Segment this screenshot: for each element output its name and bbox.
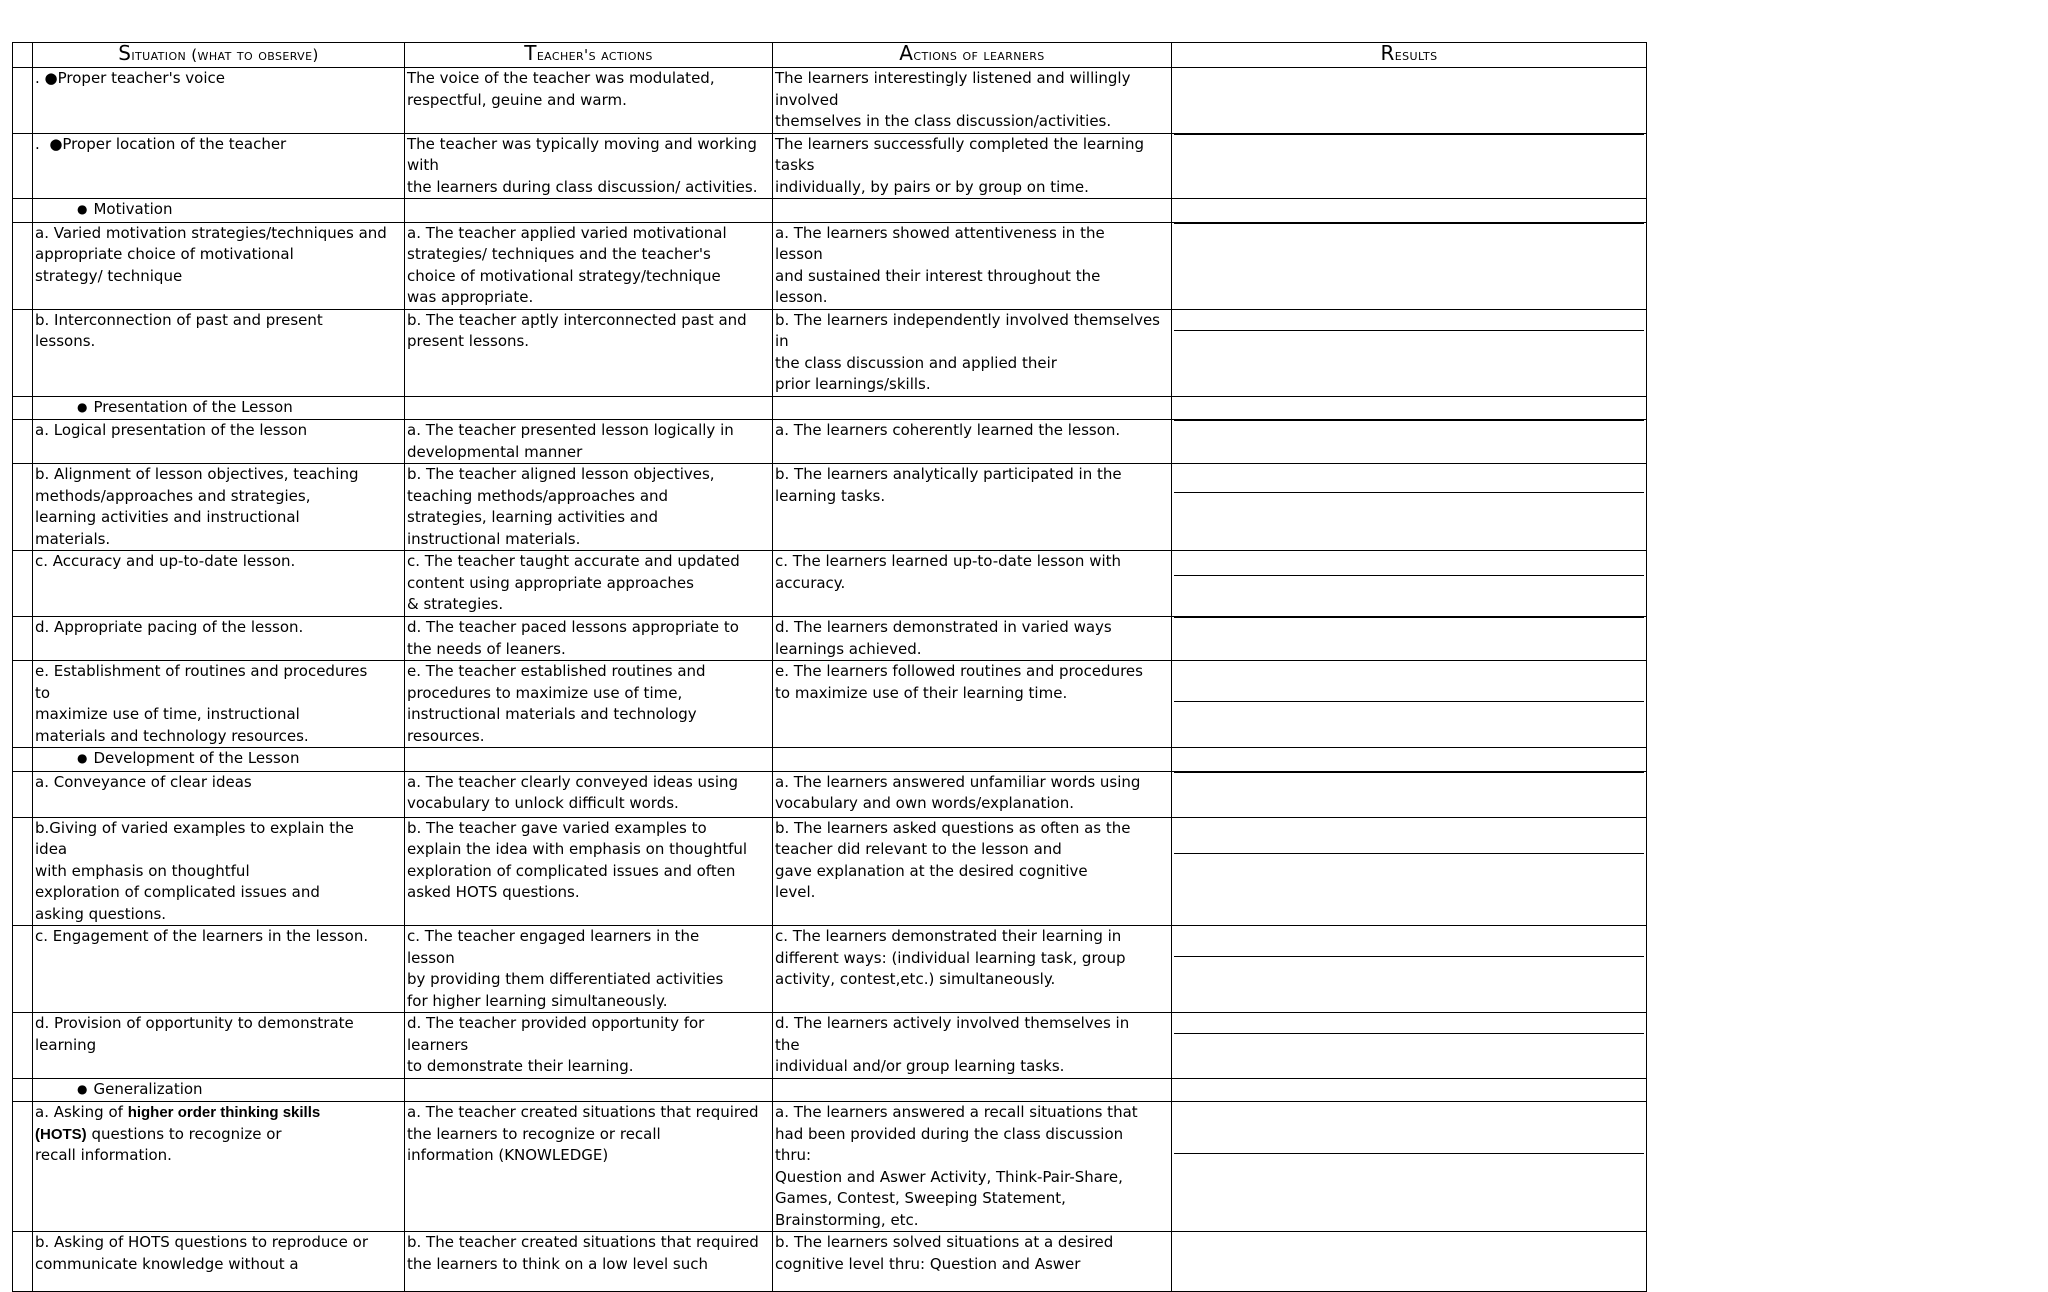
teacher-action-cell: d. The teacher provided opportunity for learners to demonstrate their learning. xyxy=(405,1013,773,1079)
learner-action-cell: a. The learners showed attentiveness in the lesson and sustained their interest throughout the lesson. xyxy=(773,222,1172,309)
teacher-action-cell: a. The teacher presented lesson logically in developmental manner xyxy=(405,420,773,464)
learner-action-cell: a. The learners answered a recall situations that had been provided during the class discussion thru: Question and Aswer Activity, Think-Pair-Share, Games, Contest, Sweeping Statement, Brainstorming, etc. xyxy=(773,1102,1172,1232)
index-cell xyxy=(13,926,33,1013)
result-cell[interactable] xyxy=(1172,199,1647,223)
index-cell xyxy=(13,199,33,223)
teacher-action-cell: e. The teacher established routines and procedures to maximize use of time, instructional materials and technology resources. xyxy=(405,661,773,748)
table-row xyxy=(13,1013,1647,1079)
table-row xyxy=(13,222,1647,309)
index-cell xyxy=(13,661,33,748)
teacher-action-cell: a. The teacher created situations that required the learners to recognize or recall information (KNOWLEDGE) xyxy=(405,1102,773,1232)
observation-table xyxy=(12,42,1647,1292)
table-row xyxy=(13,617,1647,661)
result-cell[interactable] xyxy=(1172,551,1647,617)
section-title: ● Presentation of the Lesson xyxy=(33,396,405,420)
index-cell xyxy=(13,309,33,396)
situation-cell: c. Engagement of the learners in the lesson. xyxy=(33,926,405,1013)
section-title: ● Generalization xyxy=(33,1078,405,1102)
situation-cell: a. Asking of higher order thinking skills (HOTS) questions to recognize or recall information. xyxy=(33,1102,405,1232)
result-cell[interactable] xyxy=(1172,817,1647,926)
index-cell xyxy=(13,464,33,551)
section-row-generalization xyxy=(13,1078,1647,1102)
teacher-action-cell: b. The teacher aligned lesson objectives, teaching methods/approaches and strategies, learning activities and instructional materials. xyxy=(405,464,773,551)
situation-cell: d. Provision of opportunity to demonstrate learning xyxy=(33,1013,405,1079)
teacher-action-cell: The teacher was typically moving and working with the learners during class discussion/ activities. xyxy=(405,133,773,199)
learner-action-cell: e. The learners followed routines and procedures to maximize use of their learning time. xyxy=(773,661,1172,748)
index-cell xyxy=(13,420,33,464)
index-cell xyxy=(13,68,33,134)
index-cell xyxy=(13,1013,33,1079)
table-row xyxy=(13,1232,1647,1292)
result-cell[interactable] xyxy=(1172,926,1647,1013)
index-cell xyxy=(13,133,33,199)
table-row xyxy=(13,926,1647,1013)
bullet-icon: ● xyxy=(77,202,88,216)
situation-cell: . ●Proper location of the teacher xyxy=(33,133,405,199)
header-row xyxy=(13,43,1647,68)
result-cell[interactable] xyxy=(1172,771,1647,817)
result-cell[interactable] xyxy=(1172,396,1647,420)
result-cell[interactable] xyxy=(1172,661,1647,748)
index-cell xyxy=(13,748,33,772)
teacher-action-cell: c. The teacher taught accurate and updated content using appropriate approaches & strategies. xyxy=(405,551,773,617)
learner-action-cell: b. The learners solved situations at a desired cognitive level thru: Question and Aswer xyxy=(773,1232,1172,1292)
table-row xyxy=(13,309,1647,396)
situation-cell: d. Appropriate pacing of the lesson. xyxy=(33,617,405,661)
index-cell xyxy=(13,1078,33,1102)
bullet-icon: ● xyxy=(77,1081,88,1096)
result-cell[interactable] xyxy=(1172,309,1647,396)
section-title: ● Development of the Lesson xyxy=(33,748,405,772)
table-row xyxy=(13,464,1647,551)
header-teacher-actions: Teacher's actions xyxy=(405,43,773,68)
situation-cell: c. Accuracy and up-to-date lesson. xyxy=(33,551,405,617)
teacher-action-cell: The voice of the teacher was modulated, respectful, geuine and warm. xyxy=(405,68,773,134)
header-learner-actions: Actions of learners xyxy=(773,43,1172,68)
index-cell xyxy=(13,222,33,309)
table-row xyxy=(13,420,1647,464)
bullet-icon: ● xyxy=(77,751,88,765)
table-row xyxy=(13,551,1647,617)
learner-action-cell: b. The learners independently involved themselves in the class discussion and applied their prior learnings/skills. xyxy=(773,309,1172,396)
learner-action-cell: d. The learners demonstrated in varied ways learnings achieved. xyxy=(773,617,1172,661)
index-cell xyxy=(13,1102,33,1232)
learner-action-cell: a. The learners coherently learned the lesson. xyxy=(773,420,1172,464)
table-row xyxy=(13,771,1647,817)
result-cell[interactable] xyxy=(1172,68,1647,134)
result-cell[interactable] xyxy=(1172,222,1647,309)
situation-cell: e. Establishment of routines and procedures to maximize use of time, instructional materials and technology resources. xyxy=(33,661,405,748)
index-cell xyxy=(13,817,33,926)
header-index xyxy=(13,43,33,68)
result-cell[interactable] xyxy=(1172,1013,1647,1079)
teacher-action-cell: b. The teacher gave varied examples to explain the idea with emphasis on thoughtful exploration of complicated issues and often asked HOTS questions. xyxy=(405,817,773,926)
situation-cell: a. Varied motivation strategies/techniques and appropriate choice of motivational strategy/ technique xyxy=(33,222,405,309)
situation-cell: b.Giving of varied examples to explain the idea with emphasis on thoughtful exploration of complicated issues and asking questions. xyxy=(33,817,405,926)
bullet-icon: ● xyxy=(77,399,88,414)
table-row xyxy=(13,68,1647,134)
section-row-motivation xyxy=(13,199,1647,223)
section-title: ● Motivation xyxy=(33,199,405,223)
situation-cell: b. Alignment of lesson objectives, teaching methods/approaches and strategies, learning activities and instructional materials. xyxy=(33,464,405,551)
teacher-action-cell: c. The teacher engaged learners in the lesson by providing them differentiated activities for higher learning simultaneously. xyxy=(405,926,773,1013)
result-cell[interactable] xyxy=(1172,1078,1647,1102)
result-cell[interactable] xyxy=(1172,420,1647,464)
learner-action-cell: b. The learners asked questions as often as the teacher did relevant to the lesson and gave explanation at the desired cognitive level. xyxy=(773,817,1172,926)
result-cell[interactable] xyxy=(1172,748,1647,772)
header-results: Results xyxy=(1172,43,1647,68)
table-row xyxy=(13,661,1647,748)
teacher-action-cell: b. The teacher aptly interconnected past and present lessons. xyxy=(405,309,773,396)
teacher-action-cell: a. The teacher clearly conveyed ideas using vocabulary to unlock difficult words. xyxy=(405,771,773,817)
learner-action-cell: d. The learners actively involved themselves in the individual and/or group learning tasks. xyxy=(773,1013,1172,1079)
index-cell xyxy=(13,1232,33,1292)
header-situation: Situation (what to observe) xyxy=(33,43,405,68)
situation-cell: b. Interconnection of past and present lessons. xyxy=(33,309,405,396)
situation-cell: b. Asking of HOTS questions to reproduce or communicate knowledge without a xyxy=(33,1232,405,1292)
result-cell[interactable] xyxy=(1172,1102,1647,1232)
teacher-action-cell: b. The teacher created situations that required the learners to think on a low level such xyxy=(405,1232,773,1292)
learner-action-cell: The learners interestingly listened and willingly involved themselves in the class discussion/activities. xyxy=(773,68,1172,134)
learner-action-cell: The learners successfully completed the learning tasks individually, by pairs or by group on time. xyxy=(773,133,1172,199)
situation-cell: a. Logical presentation of the lesson xyxy=(33,420,405,464)
table-row xyxy=(13,133,1647,199)
learner-action-cell: c. The learners learned up-to-date lesson with accuracy. xyxy=(773,551,1172,617)
index-cell xyxy=(13,396,33,420)
index-cell xyxy=(13,617,33,661)
result-cell[interactable] xyxy=(1172,617,1647,661)
situation-cell: . ●Proper teacher's voice xyxy=(33,68,405,134)
teacher-action-cell: a. The teacher applied varied motivational strategies/ techniques and the teacher's choice of motivational strategy/technique was appropriate. xyxy=(405,222,773,309)
situation-cell: a. Conveyance of clear ideas xyxy=(33,771,405,817)
learner-action-cell: b. The learners analytically participated in the learning tasks. xyxy=(773,464,1172,551)
learner-action-cell: a. The learners answered unfamiliar words using vocabulary and own words/explanation. xyxy=(773,771,1172,817)
result-cell[interactable] xyxy=(1172,133,1647,199)
table-row xyxy=(13,817,1647,926)
section-row-presentation xyxy=(13,396,1647,420)
index-cell xyxy=(13,771,33,817)
section-row-development xyxy=(13,748,1647,772)
learner-action-cell: c. The learners demonstrated their learning in different ways: (individual learning task, group activity, contest,etc.) simultaneously. xyxy=(773,926,1172,1013)
table-row xyxy=(13,1102,1647,1232)
index-cell xyxy=(13,551,33,617)
result-cell[interactable] xyxy=(1172,464,1647,551)
teacher-action-cell: d. The teacher paced lessons appropriate to the needs of leaners. xyxy=(405,617,773,661)
result-cell[interactable] xyxy=(1172,1232,1647,1292)
